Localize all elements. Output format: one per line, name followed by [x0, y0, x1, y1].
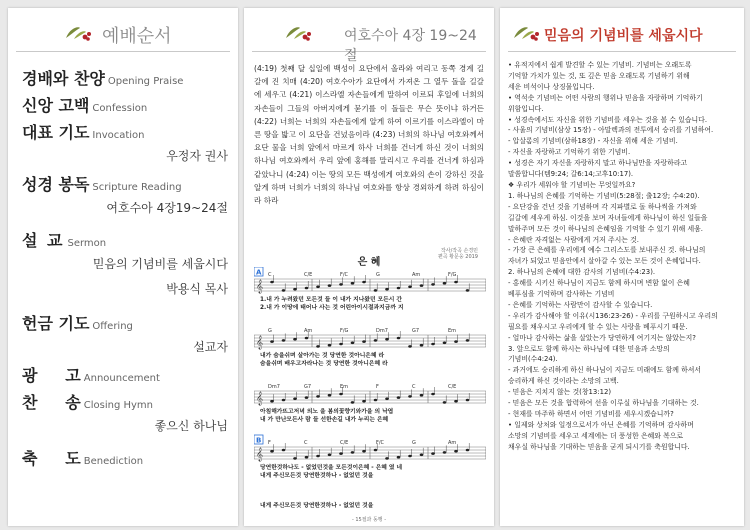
- note-head: [454, 450, 458, 453]
- sermon-outline: [508, 60, 738, 453]
- note-head: [408, 395, 412, 398]
- offering-prayer-leader: 설교자: [193, 340, 228, 354]
- sermon-line: - 은혜를 기억하는 사람만이 감사할 수 있습니다.: [508, 300, 653, 309]
- note-head: [397, 396, 401, 399]
- note-head: [420, 284, 424, 287]
- note-head: [305, 287, 309, 290]
- sermon-title: 믿음의 기념비를 세웁시다: [544, 28, 703, 44]
- worship-item-value-row: [22, 338, 228, 363]
- note-head: [282, 289, 286, 292]
- scripture-header: [252, 16, 486, 64]
- note-head: [466, 339, 470, 342]
- worship-item-name: 광 고: [22, 366, 81, 385]
- song-title: 은 혜: [357, 257, 381, 268]
- lyric-line: 1.내 가 누려왔던 모든것 들 이 내가 지나왔던 모든시 간: [260, 297, 402, 303]
- note-head: [431, 393, 435, 396]
- note-head: [374, 449, 378, 452]
- worship-item-name: 신앙 고백: [22, 96, 90, 115]
- note-head: [316, 345, 320, 348]
- sermon-line: - 은혜란 자격없는 사람에게 거저 주시는 것.: [508, 235, 639, 244]
- note-head: [362, 340, 366, 343]
- sermon-line: 소망의 기념비를 세우고 세계에는 더 풍성한 은혜와 복으로: [508, 431, 684, 440]
- note-head: [362, 450, 366, 453]
- note-head: [339, 393, 343, 396]
- note-head: [339, 452, 343, 455]
- chord-label: C/E: [340, 440, 349, 446]
- note-head: [362, 281, 366, 284]
- chord-label: Em: [448, 328, 457, 334]
- note-head: [339, 343, 343, 346]
- note-head: [443, 451, 447, 454]
- sermon-line: - 현재를 마주하 하면서 어떤 기념비를 세우시겠습니까?: [508, 410, 674, 418]
- chord-label: C: [268, 272, 272, 278]
- note-head: [466, 399, 470, 402]
- scripture-reference: 여호수아 4장19~24절: [106, 201, 228, 215]
- worship-item-english: Benediction: [83, 456, 144, 467]
- sermon-line: 1. 하나님의 은혜를 기억하는 기념비(5:28절; 출12장; 수4:20).: [508, 191, 700, 200]
- sermon-line: 위함입니다.: [508, 104, 544, 113]
- sermon-line: - 우리가 감사해야 할 이유(시136:23-26) - 우리를 구원하시고 우리의: [508, 311, 718, 320]
- note-head: [431, 283, 435, 286]
- worship-item-english: Confession: [92, 103, 148, 114]
- note-head: [270, 281, 274, 284]
- sermon-line: - 홍해를 시키신 하나님이 지금도 함께 하시며 변함 없이 은혜: [508, 279, 690, 288]
- note-head: [397, 456, 401, 459]
- treble-clef-icon: 𝄞: [256, 279, 264, 293]
- worship-item-english: Sermon: [67, 238, 107, 249]
- sermon-line: 기억할 가치가 있는 것, 또 깊은 믿음 오래도록 기념하기 위해: [508, 71, 690, 80]
- sermon-line: • 성경은 자기 자신을 자랑하지 말고 하나님만을 자랑하라고: [508, 159, 688, 168]
- worship-item-english: Closing Hymn: [83, 400, 154, 411]
- note-head: [282, 449, 286, 452]
- note-head: [454, 340, 458, 343]
- note-head: [328, 284, 332, 287]
- leaf-berry-icon: [284, 24, 312, 42]
- sermon-line: 승리하게 하신 것이라는 소망의 고백.: [508, 377, 619, 386]
- lyric-line: 숨을쉬며 배우고자라나는 것 당연한 것아니은혜 라: [260, 361, 388, 367]
- worship-item-value-row: [22, 147, 228, 172]
- note-head: [305, 456, 309, 459]
- note-head: [374, 289, 378, 292]
- sermon-line: - 요단강을 건넌 것을 기념하며 각 지파별로 돌 하나씩을 가져와: [508, 202, 697, 211]
- note-head: [316, 455, 320, 458]
- note-head: [466, 289, 470, 292]
- treble-clef-icon: 𝄞: [256, 391, 264, 405]
- worship-item-english: Invocation: [92, 130, 145, 141]
- chord-label: G7: [412, 328, 420, 334]
- invocation-leader: 우정자 권사: [166, 149, 228, 163]
- note-head: [397, 287, 401, 290]
- note-head: [282, 339, 286, 342]
- note-head: [351, 342, 355, 345]
- note-head: [270, 450, 274, 453]
- worship-item-opening-praise: [22, 66, 228, 93]
- worship-item-name: 대표 기도: [22, 123, 90, 142]
- sermon-line: 3. 앞으로도 함께 하시는 하나님에 대한 믿음과 소망의: [508, 344, 670, 353]
- song-credit-line: 작사/작곡 손경민: [440, 248, 478, 254]
- note-head: [351, 282, 355, 285]
- note-head: [293, 338, 297, 341]
- leaf-berry-icon: [64, 24, 92, 42]
- worship-order-panel: [8, 8, 238, 526]
- note-head: [282, 399, 286, 402]
- note-head: [385, 338, 389, 341]
- note-head: [431, 452, 435, 455]
- sermon-panel: [500, 8, 744, 526]
- lyric-line: 내 가 만난모든사 람 들 선한손길 내가 누리는 은혜: [260, 417, 389, 423]
- worship-item-sermon: [22, 228, 228, 255]
- sermon-line: - 가장 큰 은혜를 우리에게 예수 그리스도를 보내주신 것. 하나님의: [508, 246, 706, 255]
- worship-order-title: 예배순서: [102, 26, 172, 47]
- closing-hymn-title: 좋으신 하나님: [154, 419, 228, 433]
- worship-item-english: Offering: [92, 321, 133, 332]
- chord-label: Am: [448, 440, 457, 446]
- sermon-line: - 믿음은 지치지 않는 것(창13:12): [508, 388, 612, 397]
- worship-item-name: 헌금 기도: [22, 314, 90, 333]
- worship-order-list: [22, 66, 228, 473]
- note-head: [328, 394, 332, 397]
- sermon-title-value: 믿음의 기념비를 세웁시다: [92, 257, 228, 271]
- lyric-line: 아침해가뜨고저녁 의노 을 봄의꽃향기와가을 의 낙엽: [260, 409, 394, 415]
- note-head: [339, 283, 343, 286]
- scripture-text: (4:19) 첫째 달 십일에 백성이 요단에서 올라와 여리고 동쪽 경계 길갈에 진 치매 (4:20) 여호수아가 요단에서 가져온 그 열두 돌을 길갈에 세우고 (4:21) 이스라엘 자손들에게 말하여 이르되 후일에 너희의 자손들이 그들의 아버지에게 묻기를 이 돌들은 무슨 뜻이냐 하거든 (4:22) 너희는 너희의 자손들에게 알게 하여 이르기를 이스라엘이 마른 땅을 밟고 이 요단을 건넜음이라 (4:23) 너희의 하나님 여호와께서 요단 물을 너희 앞에서 마르게 하사 너희를 건너게 하신 것이 너희의 하나님 여호와께서 우리 앞에 홍해를 말리시고 우리를 건너게 하심과 같았나니 (4:24) 이는 땅의 모든 백성에게 여호와의 손이 강하신 것을 알게 하며 너희가 너희의 하나님 여호와를 항상 경외하게 하려 하심이라 하라: [254, 64, 484, 206]
- note-head: [328, 344, 332, 347]
- worship-item-english: Opening Praise: [107, 76, 184, 87]
- note-head: [443, 342, 447, 345]
- sermon-line: 길갈에 세우게 하심. 이것을 보며 자녀들에게 하나님이 하신 일들을: [508, 213, 708, 222]
- note-head: [328, 454, 332, 457]
- treble-clef-icon: 𝄞: [256, 335, 264, 349]
- lyric-line: 내가 숨을쉬며 살아가는 것 당연한 것아니은혜 라: [260, 353, 385, 359]
- section-marker-b-label: B: [256, 436, 262, 445]
- worship-item-benediction: [22, 446, 228, 473]
- lyric-line: 내게 주신모든것 당연한것하나 - 없었던 것을: [260, 503, 374, 509]
- chord-label: F/C: [376, 440, 385, 446]
- chord-label: F: [376, 384, 379, 390]
- note-head: [385, 457, 389, 460]
- note-head: [420, 394, 424, 397]
- worship-item-value-row: [22, 280, 228, 305]
- note-head: [443, 401, 447, 404]
- chord-label: C: [304, 440, 308, 446]
- note-head: [454, 281, 458, 284]
- note-head: [270, 340, 274, 343]
- section-marker-a-label: A: [256, 268, 262, 277]
- sheet-music: [254, 267, 486, 517]
- sermon-line: 베푸심을 기억하며 감사하는 기념비: [508, 290, 615, 299]
- worship-item-name: 축 도: [22, 449, 81, 468]
- song-footer: - 15절과 동행 -: [351, 517, 387, 523]
- worship-item-value-row: [22, 255, 228, 280]
- chord-label: Am: [412, 272, 421, 278]
- sermon-line: • 유적지에서 쉽게 발견할 수 있는 기념비. 기념비는 오래도록: [508, 61, 692, 69]
- chord-label: F/C: [340, 272, 349, 278]
- worship-item-name: 찬 송: [22, 393, 81, 412]
- note-head: [374, 339, 378, 342]
- note-head: [420, 454, 424, 457]
- note-head: [305, 337, 309, 340]
- chord-label: G7: [304, 384, 312, 390]
- sermon-line: 필요를 채우시고 우리에게 할 수 있는 사랑을 베푸시기 때문.: [508, 322, 688, 331]
- worship-item-name: 성경 봉독: [22, 175, 90, 194]
- note-head: [454, 400, 458, 403]
- sermon-line: • 일제와 상처와 일정으로서가 아닌 은혜를 기억하며 감사하며: [508, 420, 694, 429]
- sermon-line: ❖ 우리가 세워야 할 기념비는 무엇일까요?: [508, 180, 636, 189]
- song-credit-line: 편곡 황문웅 2019: [437, 254, 478, 260]
- note-head: [408, 286, 412, 289]
- worship-item-offering: [22, 311, 228, 338]
- lyric-line: 2.내 가 이땅에 태어나 사는 것 어린아이시절과지금까 지: [260, 305, 404, 311]
- sermon-line: - 압살롬의 기념비(삼하18장) - 자신을 위해 세운 기념비.: [508, 137, 678, 146]
- chord-label: G: [412, 440, 416, 446]
- note-head: [293, 288, 297, 291]
- lyric-line: 당연한것하나도 - 없었던것을 모든것이은혜 - 은혜 였 네: [260, 465, 403, 471]
- sermon-line: 자녀가 되었고 믿음안에서 살아갈 수 있는 모든 것이 은혜입니다.: [508, 257, 701, 266]
- worship-item-english: Scripture Reading: [92, 182, 182, 193]
- note-head: [293, 398, 297, 401]
- note-head: [351, 401, 355, 404]
- note-head: [443, 282, 447, 285]
- sermon-line: 기념비(수4:24).: [508, 355, 558, 364]
- sermon-line: 말씀합니다(템9:24; 갈6:14;고후10:17).: [508, 170, 634, 179]
- note-head: [270, 400, 274, 403]
- sermon-line: 채우실 하나님을 기대하는 믿음을 굳게 되시기를 축원합니다.: [508, 442, 690, 451]
- scripture-panel: [244, 8, 494, 526]
- chord-label: F/G: [448, 272, 457, 278]
- sermon-line: - 사울의 기념비(삼상 15장) - 아말렉과의 전투에서 승리를 기념하여.: [508, 126, 714, 135]
- sermon-header: [508, 16, 736, 52]
- sermon-line: • 역석솟 기념비는 어떤 사람의 행위나 믿음을 자랑하며 기억하기: [508, 93, 703, 102]
- chord-label: Dm7: [376, 328, 388, 334]
- note-head: [408, 345, 412, 348]
- worship-item-name: 설 교: [22, 231, 65, 250]
- worship-item-scripture: [22, 172, 228, 199]
- chord-label: Dm7: [268, 384, 280, 390]
- note-head: [351, 451, 355, 454]
- note-head: [397, 337, 401, 340]
- sermon-line: - 과거에도 승리하게 하신 하나님이 지금도 미래에도 함께 하셔서: [508, 366, 702, 375]
- note-head: [316, 286, 320, 289]
- sermon-line: 말하주며 모든 것이 하나님의 은혜임을 기억할 수 있기 위해 세움.: [508, 224, 703, 233]
- worship-item-english: Announcement: [83, 373, 160, 384]
- treble-clef-icon: 𝄞: [256, 447, 264, 461]
- note-head: [374, 399, 378, 402]
- sermon-line: 2. 하나님의 은혜에 대한 감사의 기념비(수4:23).: [508, 268, 656, 277]
- chord-label: C/E: [304, 272, 313, 278]
- preacher-name: 박용식 목사: [166, 282, 228, 296]
- sermon-line: • 성경속에서도 자신을 위한 기념비를 세우는 것을 볼 수 있습니다.: [508, 115, 708, 124]
- sermon-line: - 믿음은 모든 것을 합력하여 선을 이루실 하나님을 기대하는 것.: [508, 399, 699, 408]
- scripture-title: 여호수아 4장 19~24절: [344, 28, 477, 64]
- note-head: [408, 455, 412, 458]
- chord-label: Em: [340, 384, 349, 390]
- note-head: [466, 449, 470, 452]
- note-head: [431, 343, 435, 346]
- chord-label: Am: [304, 328, 313, 334]
- worship-item-value-row: [22, 199, 228, 224]
- chord-label: C/E: [448, 384, 457, 390]
- worship-item-confession: [22, 93, 228, 120]
- note-head: [385, 288, 389, 291]
- worship-item-closing-hymn: [22, 390, 228, 417]
- chord-label: G: [268, 328, 272, 334]
- chord-label: F: [268, 440, 271, 446]
- note-head: [293, 457, 297, 460]
- note-head: [305, 396, 309, 399]
- sermon-line: 세운 비석이나 상징물입니다.: [508, 82, 595, 91]
- worship-item-value-row: [22, 417, 228, 442]
- note-head: [362, 400, 366, 403]
- worship-item-name: 경배와 찬양: [22, 69, 105, 88]
- sermon-line: - 자신을 자랑하고 기억하기 위한 기념비.: [508, 148, 631, 157]
- worship-item-invocation: [22, 120, 228, 147]
- lyric-line: 내게 주신모든것 당연한것하나 - 없었던 것을: [260, 473, 374, 479]
- chord-label: C: [412, 384, 416, 390]
- worship-order-header: [16, 16, 230, 52]
- note-head: [316, 395, 320, 398]
- leaf-berry-icon: [512, 24, 540, 42]
- note-head: [420, 344, 424, 347]
- chord-label: G: [376, 272, 380, 278]
- chord-label: F/G: [340, 328, 349, 334]
- worship-item-announcement: [22, 363, 228, 390]
- sermon-line: - 얼마나 감사하는 삶을 살았는가 당연하게 여기지는 않았는지?: [508, 333, 696, 342]
- note-head: [385, 398, 389, 401]
